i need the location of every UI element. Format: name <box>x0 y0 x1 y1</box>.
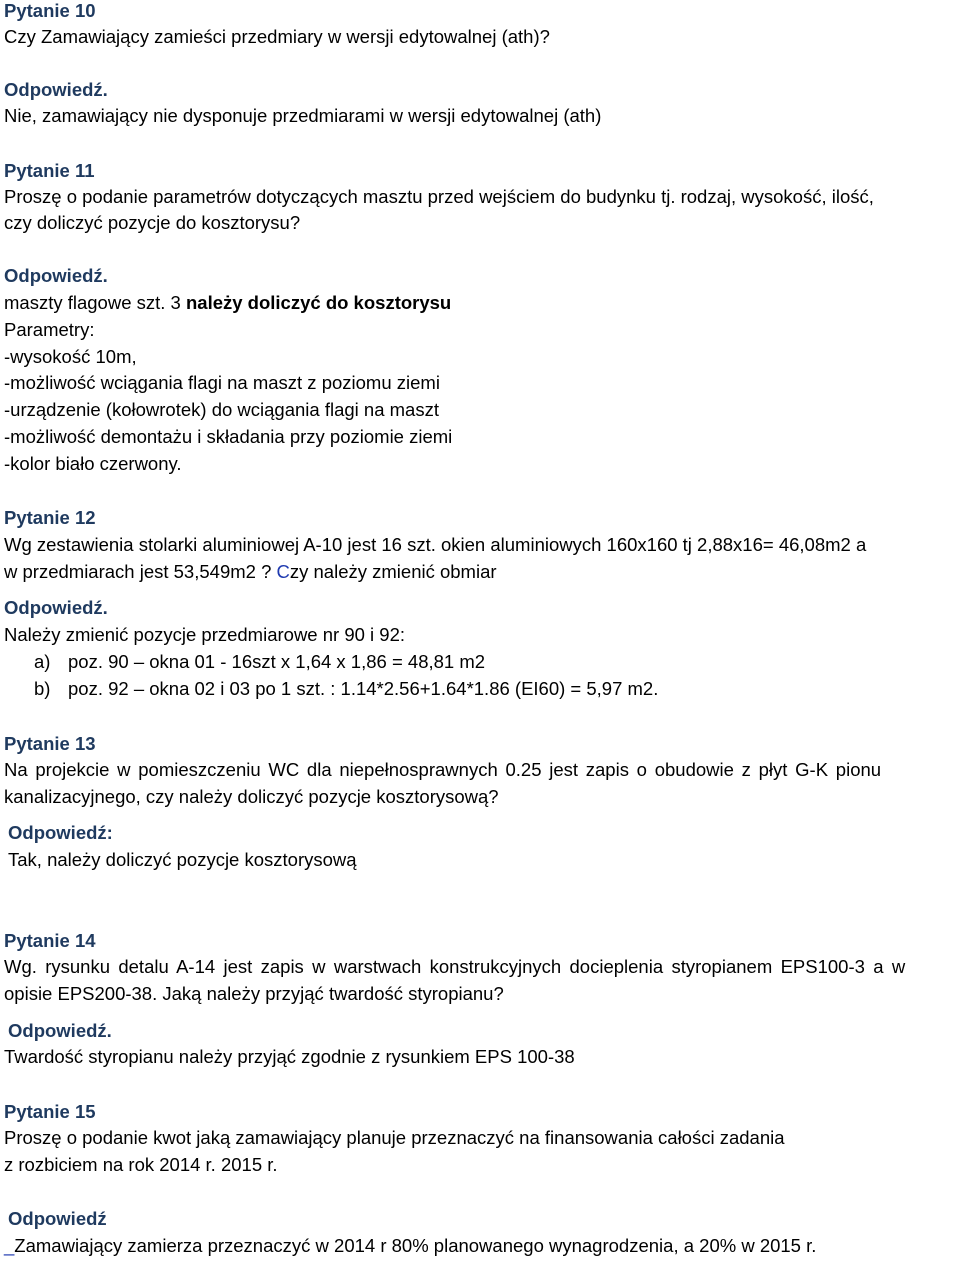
q12-question-part: zy należy zmienić obmiar <box>289 561 497 582</box>
q12-title: Pytanie 12 <box>4 507 96 528</box>
q10-question: Czy Zamawiający zamieści przedmiary w wersji edytowalnej (ath)? <box>4 26 550 47</box>
q12-list-marker: b) <box>34 678 51 699</box>
q11-answer-intro <box>4 292 451 314</box>
q12-list-item: poz. 90 – okna 01 - 16szt x 1,64 x 1,86 = 48,81 m2 <box>68 651 486 672</box>
q12-list-marker: a) <box>34 651 51 672</box>
q11-answer-intro-plain: maszty flagowe szt. 3 <box>4 292 186 313</box>
q12-question-line-1: Wg zestawienia stolarki aluminiowej A-10 jest 16 szt. okien aluminiowych 160x160 tj 2,88x16= 46,08m2 a <box>4 534 867 555</box>
q10-answer-label: Odpowiedź. <box>4 79 108 100</box>
q12-answer: Należy zmienić pozycje przedmiarowe nr 90 i 92: <box>4 624 406 645</box>
q13-title: Pytanie 13 <box>4 733 96 754</box>
q13-answer: Tak, należy doliczyć pozycje kosztorysową <box>8 849 357 870</box>
q11-question-line-1: Proszę o podanie parametrów dotyczących masztu przed wejściem do budynku tj. rodzaj, wysokość, ilość, <box>4 186 874 207</box>
q11-title: Pytanie 11 <box>4 160 95 181</box>
q14-title: Pytanie 14 <box>4 930 96 951</box>
q13-answer-label: Odpowiedź: <box>8 822 113 843</box>
q10-title: Pytanie 10 <box>4 0 96 21</box>
q11-question-line-2: czy doliczyć pozycje do kosztorysu? <box>4 212 301 233</box>
q14-answer: Twardość styropianu należy przyjąć zgodnie z rysunkiem EPS 100-38 <box>4 1046 575 1067</box>
q11-answer-label: Odpowiedź. <box>4 265 108 286</box>
q15-answer-label: Odpowiedź <box>8 1208 107 1229</box>
q11-param-item: -urządzenie (kołowrotek) do wciągania flagi na maszt <box>4 399 439 420</box>
q15-answer: Zamawiający zamierza przeznaczyć w 2014 r 80% planowanego wynagrodzenia, a 20% w 2015 r. <box>14 1235 817 1256</box>
q12-list-item: poz. 92 – okna 02 i 03 po 1 szt. : 1.14*2.56+1.64*1.86 (EI60) = 5,97 m2. <box>68 678 659 699</box>
q11-param-item: -wysokość 10m, <box>4 346 137 367</box>
q12-question-part: C <box>276 561 290 582</box>
q15-question-line-1: Proszę o podanie kwot jaką zamawiający planuje przeznaczyć na finansowania całości zadania <box>4 1127 785 1148</box>
q11-answer-intro-bold: należy doliczyć do kosztorysu <box>185 292 452 313</box>
q10-answer: Nie, zamawiający nie dysponuje przedmiarami w wersji edytowalnej (ath) <box>4 105 602 126</box>
q14-question-line-1: Wg. rysunku detalu A-14 jest zapis w warstwach konstrukcyjnych docieplenia styropianem EPS100-3 a w <box>4 956 906 977</box>
q11-param-item: -możliwość demontażu i składania przy poziomie ziemi <box>4 426 453 447</box>
q13-question-line-2: kanalizacyjnego, czy należy doliczyć pozycje kosztorysową? <box>4 786 499 807</box>
q12-question-part: w przedmiarach jest 53,549m2 ? <box>4 561 277 582</box>
q14-answer-label: Odpowiedź. <box>8 1020 112 1041</box>
q13-question-line-1: Na projekcie w pomieszczeniu WC dla niepełnosprawnych 0.25 jest zapis o obudowie z płyt G-K pionu <box>4 759 882 780</box>
q11-param-item: -kolor biało czerwony. <box>4 453 182 474</box>
q11-param-item: -możliwość wciągania flagi na maszt z poziomu ziemi <box>4 372 440 393</box>
q15-answer-marker: _ <box>4 1235 15 1256</box>
q12-answer-label: Odpowiedź. <box>4 597 108 618</box>
q14-question-line-2: opisie EPS200-38. Jaką należy przyjąć twardość styropianu? <box>4 983 504 1004</box>
q11-params-label: Parametry: <box>4 319 95 340</box>
q12-question-line-2 <box>4 561 497 583</box>
q15-question-line-2: z rozbiciem na rok 2014 r. 2015 r. <box>4 1154 278 1175</box>
q15-answer-line <box>4 1235 816 1257</box>
q15-title: Pytanie 15 <box>4 1101 96 1122</box>
